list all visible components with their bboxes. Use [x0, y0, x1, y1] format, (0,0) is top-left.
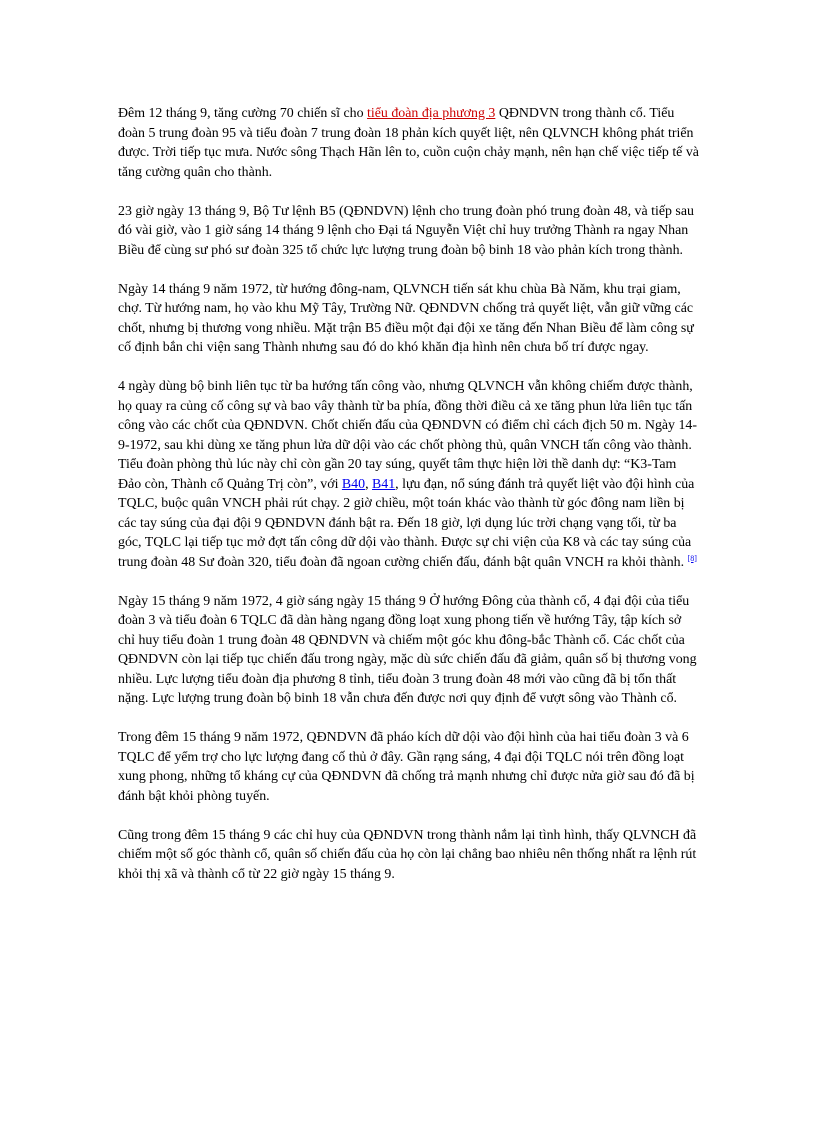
link-b41[interactable]: B41 [372, 476, 396, 492]
paragraph-4-post: , lựu đạn, nổ súng đánh trả quyết liệt vào đội hình của TQLC, buộc quân VNCH phải rút chạy. 2 giờ chiều, một toán khác vào thành từ góc đông nam liền bị các tay súng của đại đội 9 QĐNDVN đánh bật ra. Đến 18 giờ, lợi dụng lúc trời chạng vạng tối, từ ba góc, TQLC lại tiếp tục mở đợt tấn công dữ dội vào thành. Được sự chi viện của K8 và các tay súng của trung đoàn 48 Sư đoàn 320, tiểu đoàn đã ngoan cường chiến đấu, đánh bật quân VNCH ra khỏi thành. [118, 476, 695, 570]
link-separator: , [365, 476, 373, 492]
paragraph-7: Cũng trong đêm 15 tháng 9 các chỉ huy của QĐNDVN trong thành nắm lại tình hình, thấy QLVNCH đã chiếm một số góc thành cổ, quân số chiến đấu của họ còn lại chẳng bao nhiêu nên thống nhất ra lệnh rút khỏi thị xã và thành cổ từ 22 giờ ngày 15 tháng 9. [118, 827, 697, 882]
paragraph-2: 23 giờ ngày 13 tháng 9, Bộ Tư lệnh B5 (QĐNDVN) lệnh cho trung đoàn phó trung đoàn 48, và tiếp sau đó vài giờ, vào 1 giờ sáng 14 tháng 9 lệnh cho Đại tá Nguyễn Việt chỉ huy trưởng Thành ra ngay Nhan Biều để cùng sư phó sư đoàn 325 tổ chức lực lượng trung đoàn bộ binh 18 vào phản kích trong thành. [118, 203, 694, 258]
paragraph-3: Ngày 14 tháng 9 năm 1972, từ hướng đông-nam, QLVNCH tiến sát khu chùa Bà Năm, khu trại giam, chợ. Từ hướng nam, họ vào khu Mỹ Tây, Trường Nữ. QĐNDVN chống trả quyết liệt, vẫn giữ vững các chốt, nhưng bị thương vong nhiều. Mặt trận B5 điều một đại đội xe tăng đến Nhan Biều để làm công sự cố định bắn chi viện sang Thành nhưng sau đó do khó khăn địa hình nên chưa bố trí được ngay. [118, 281, 694, 355]
document-body [118, 104, 700, 904]
paragraph-1-post: QĐNDVN trong thành cổ. Tiểu đoàn 5 trung đoàn 95 và tiểu đoàn 7 trung đoàn 18 phản kích quyết liệt, nên QLVNCH không phát triển được. Trời tiếp tục mưa. Nước sông Thạch Hãn lên to, cuồn cuộn chảy mạnh, nên hạn chế việc tiếp tế và tăng cường quân cho thành. [118, 106, 699, 180]
footnote-ref [688, 554, 697, 563]
footnote-link-8[interactable]: [8] [687, 553, 697, 563]
link-b40[interactable]: B40 [341, 476, 366, 492]
paragraph-6: Trong đêm 15 tháng 9 năm 1972, QĐNDVN đã pháo kích dữ dội vào đội hình của hai tiểu đoàn 3 và 6 TQLC để yểm trợ cho lực lượng đang cố thủ ở đây. Gần rạng sáng, 4 đại đội TQLC nói trên đồng loạt xung phong, những tổ kháng cự của QĐNDVN đã chống trả mạnh nhưng chỉ được nửa giờ sau đó đã bị đánh bật khỏi phòng tuyến. [118, 730, 695, 804]
paragraph-1-pre: Đêm 12 tháng 9, tăng cường 70 chiến sĩ cho [118, 106, 368, 121]
paragraph-5: Ngày 15 tháng 9 năm 1972, 4 giờ sáng ngày 15 tháng 9 Ở hướng Đông của thành cổ, 4 đại đội của tiểu đoàn 3 và tiểu đoàn 6 TQLC đã dàn hàng ngang đồng loạt xung phong tiến về hướng Tây, tập kích sở chỉ huy tiểu đoàn 1 trung đoàn 48 QĐNDVN và chiếm một góc khu đông-bắc Thành cổ. Các chốt của QĐNDVN còn lại tiếp tục chiến đấu trong ngày, mặc dù sức chiến đấu đã giảm, quân số bị thương vong nhiều. Lực lượng tiểu đoàn địa phương 8 tỉnh, tiểu đoàn 3 trung đoàn 48 mới vào cũng đã bị tổn thất nặng. Lực lượng trung đoàn bộ binh 18 vẫn chưa đến được nơi quy định để vượt sông vào Thành cổ. [118, 593, 697, 706]
paragraph-4-pre: 4 ngày dùng bộ binh liên tục từ ba hướng tấn công vào, nhưng QLVNCH vẫn không chiếm được thành, họ quay ra củng cố công sự và bao vây thành từ ba phía, đồng thời điều cả xe tăng phun lửa liên tục tấn công vào các chốt của QĐNDVN. Chốt chiến đấu của QĐNDVN có điểm chỉ cách địch 50 m. Ngày 14-9-1972, sau khi dùng xe tăng phun lửa dữ dội vào các chốt phòng thủ, quân VNCH tấn công vào thành. Tiểu đoàn phòng thủ lúc này chỉ còn gần 20 tay súng, quyết tâm thực hiện lời thề danh dự: “K3-Tam Đảo còn, Thành cổ Quảng Trị còn”, với [118, 379, 697, 492]
paragraph-1 [118, 104, 700, 182]
paragraph-4 [118, 377, 700, 572]
link-tieu-doan-dia-phuong-3[interactable]: tiểu đoàn địa phương 3 [367, 106, 496, 121]
